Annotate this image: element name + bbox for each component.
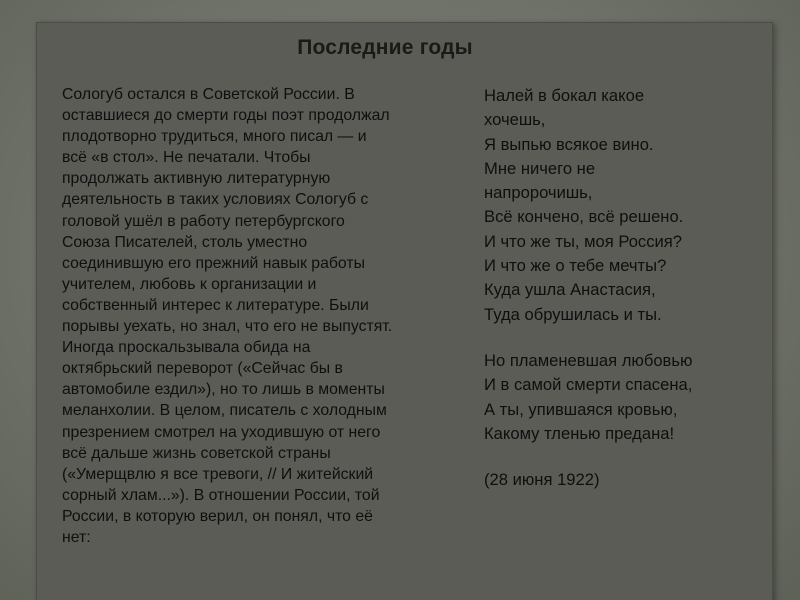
prose-line: учителем, любовь к организации и [62,275,317,293]
poem-date: (28 июня 1922) [484,470,600,490]
prose-line: нет: [62,528,91,546]
poem-line: Я выпью всякое вино. [484,134,654,154]
prose-line: октябрьский переворот («Сейчас бы в [62,360,343,378]
poem-line: Налей в бокал какое [484,86,645,105]
prose-line: собственный интерес к литературе. Были [62,296,369,314]
prose-line: сорный хлам...»). В отношении России, той [62,486,380,504]
poem-line: А ты, упившаяся кровью, [484,399,678,419]
prose-text-block [62,84,434,548]
poem-line: Туда обрушилась и ты. [484,304,662,324]
poem-line: Какому тленью предана! [484,423,675,443]
stanza-break [484,446,769,468]
prose-line: презрением смотрел на уходившую от него [62,423,381,441]
prose-line: автомобиле ездил»), но то лишь в моменты [62,381,385,399]
prose-line: соединившую его прежний навык работы [62,254,365,272]
poem-line: напророчишь, [484,183,593,203]
prose-line: всё «в стол». Не печатали. Чтобы [62,149,311,167]
poem-line: И что же ты, моя Россия? [484,231,682,251]
poem-line: Но пламеневшая любовью [484,350,693,370]
prose-line: меланхолии. В целом, писатель с холодным [62,402,387,420]
poem-line: И что же о тебе мечты? [484,256,667,276]
stanza-break [484,327,769,349]
prose-line: плодотворно трудиться, много писал — и [62,128,367,146]
slide-title: Последние годы [297,36,473,59]
poem-line: Мне ничего не [484,158,596,178]
prose-line: всё дальше жизнь советской страны [62,444,331,462]
prose-line: продолжать активную литературную [62,170,331,188]
prose-line: головой ушёл в работу петербургского [62,212,345,230]
prose-line: оставшиеся до смерти годы поэт продолжал [62,107,390,125]
prose-line: Сологуб остался в Советской России. В [62,86,355,103]
poem-line: хочешь, [484,110,546,130]
poem-block [484,84,769,492]
poem-line: Всё кончено, всё решено. [484,207,684,227]
prose-line: («Умерщвлю я все тревоги, // И житейский [62,465,374,483]
prose-line: деятельность в таких условиях Сологуб с [62,191,369,209]
prose-line: Союза Писателей, столь уместно [62,233,308,251]
prose-line: России, в которую верил, он понял, что её [62,507,373,525]
prose-line: Иногда проскальзывала обида на [62,339,311,357]
poem-line: Куда ушла Анастасия, [484,280,656,300]
prose-line: порывы уехать, но знал, что его не выпустят. [62,318,393,336]
poem-line: И в самой смерти спасена, [484,375,693,395]
